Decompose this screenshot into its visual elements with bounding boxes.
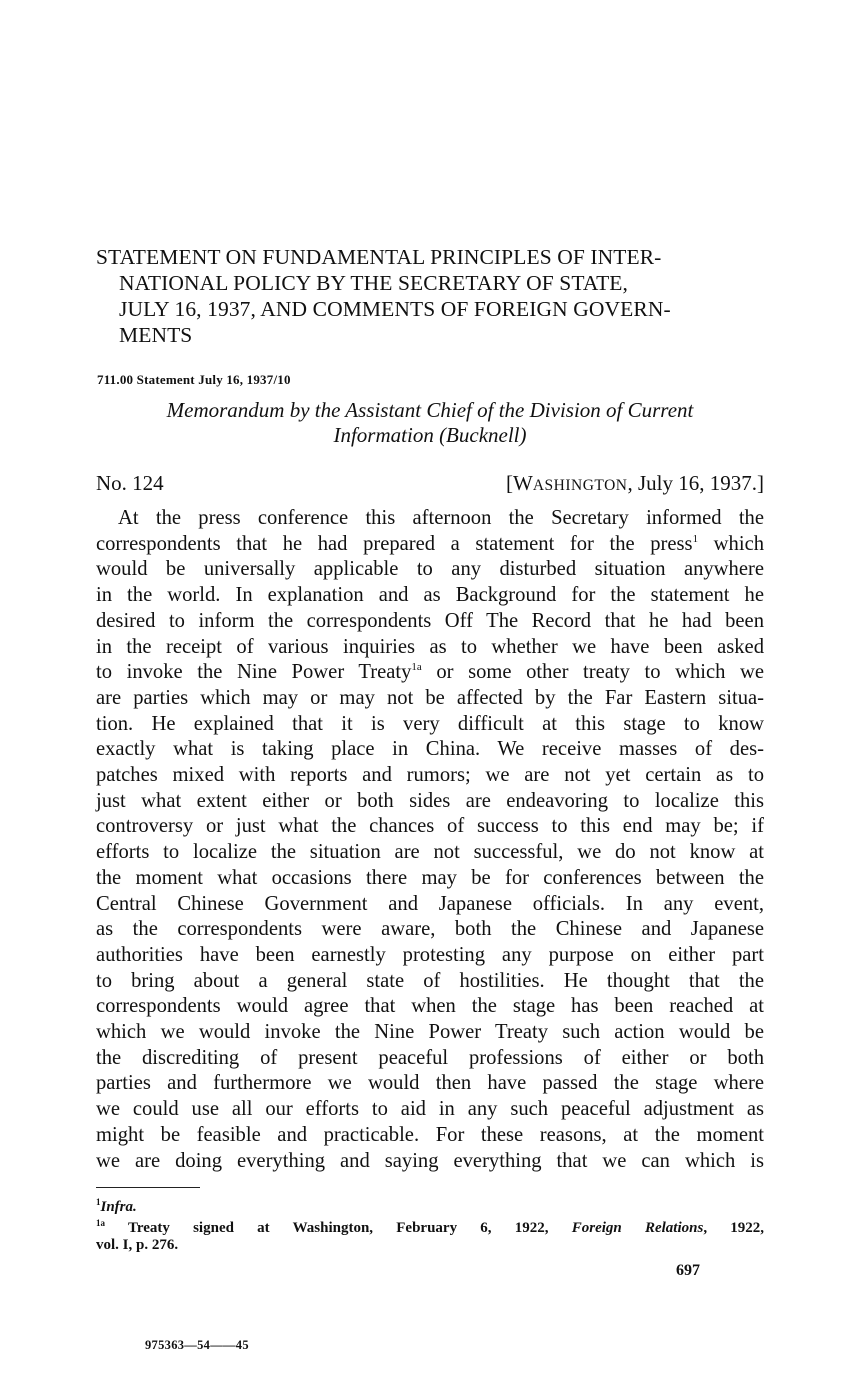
body-line: parties and furthermore we would then have passed the stage where bbox=[96, 1072, 764, 1095]
body-line: desired to inform the correspondents Off The Record that he had been bbox=[96, 609, 764, 632]
footnote-1a bbox=[96, 1220, 764, 1254]
body-line: we could use all our efforts to aid in any such peaceful adjustment as bbox=[96, 1098, 764, 1121]
footnote-divider bbox=[96, 1187, 200, 1188]
footnote-line bbox=[96, 1220, 764, 1237]
body-line-part: which bbox=[713, 532, 764, 555]
memo-heading bbox=[96, 398, 764, 448]
footnote-mark: 1a bbox=[96, 1218, 105, 1228]
body-line: are parties which may or may not be affected by the Far Eastern situa- bbox=[96, 686, 764, 709]
body-line: exactly what is taking place in China. We receive masses of des- bbox=[96, 738, 764, 761]
body-line: would be universally applicable to any disturbed situation anywhere bbox=[96, 558, 764, 581]
body-line: just what extent either or both sides are endeavoring to localize this bbox=[96, 789, 764, 812]
footnote-ref-1a[interactable]: 1a bbox=[411, 661, 422, 674]
body-line: the discrediting of present peaceful professions of either or both bbox=[96, 1046, 764, 1069]
place-small-caps: ASHINGTON bbox=[532, 477, 628, 494]
body-line bbox=[96, 532, 764, 558]
body-line: efforts to localize the situation are not successful, we do not know at bbox=[96, 841, 764, 864]
footnote-text: Infra. bbox=[100, 1199, 137, 1215]
body-line-part: or some other treaty to which we bbox=[436, 661, 764, 684]
document-number: No. 124 bbox=[96, 471, 164, 495]
body-line: Central Chinese Government and Japanese officials. In any event, bbox=[96, 892, 764, 915]
footnote-text: , 1922, bbox=[703, 1220, 765, 1236]
title-line: NATIONAL POLICY BY THE SECRETARY OF STATE, bbox=[119, 271, 629, 295]
body-line: which we would invoke the Nine Power Treaty such action would be bbox=[96, 1021, 764, 1044]
footnote-ref-1[interactable]: 1 bbox=[692, 532, 699, 545]
title-line: MENTS bbox=[119, 323, 193, 347]
document-title bbox=[96, 244, 766, 348]
body-line: to bring about a general state of hostilities. He thought that the bbox=[96, 969, 764, 992]
body-text bbox=[96, 506, 764, 1174]
memo-heading-line: Memorandum by the Assistant Chief of the Division of Current bbox=[166, 398, 694, 422]
footnote-italic-title: Foreign Relations bbox=[571, 1220, 704, 1236]
body-line: in the receipt of various inquiries as to whether we have been asked bbox=[96, 635, 764, 658]
body-line: in the world. In explanation and as Background for the statement he bbox=[96, 584, 764, 607]
body-line: patches mixed with reports and rumors; we are not yet certain as to bbox=[96, 764, 764, 787]
body-line: controversy or just what the chances of success to this end may be; if bbox=[96, 815, 764, 838]
title-line: STATEMENT ON FUNDAMENTAL PRINCIPLES OF INTER- bbox=[96, 245, 662, 269]
bracket-open: [ bbox=[506, 471, 514, 495]
footnote-line: vol. I, p. 276. bbox=[96, 1237, 179, 1253]
date-text: , July 16, 1937.] bbox=[627, 471, 764, 495]
body-line: the moment what occasions there may be for conferences between the bbox=[96, 866, 764, 889]
place-date bbox=[506, 470, 764, 499]
footnote-text: Treaty signed at Washington, February 6, 1922, bbox=[127, 1220, 549, 1236]
body-line: tion. He explained that it is very difficult at this stage to know bbox=[96, 712, 764, 735]
body-line: At the press conference this afternoon the Secretary informed the bbox=[118, 507, 764, 529]
body-line: authorities have been earnestly protesting any purpose on either part bbox=[96, 943, 764, 966]
body-line: might be feasible and practicable. For these reasons, at the moment bbox=[96, 1123, 764, 1146]
footnote-1 bbox=[96, 1199, 764, 1216]
body-line: we are doing everything and saying everything that we can which is bbox=[96, 1149, 764, 1172]
place-initial: W bbox=[513, 471, 533, 495]
body-line-part: correspondents that he had prepared a statement for the press bbox=[96, 532, 693, 555]
body-line bbox=[96, 660, 764, 686]
file-reference: 711.00 Statement July 16, 1937/10 bbox=[97, 372, 291, 387]
memo-heading-line: Information (Bucknell) bbox=[333, 423, 527, 447]
page-number: 697 bbox=[676, 1262, 700, 1279]
body-line: correspondents would agree that when the stage has been reached at bbox=[96, 995, 764, 1018]
body-line-part: to invoke the Nine Power Treaty bbox=[96, 661, 412, 684]
footnote-mark: 1 bbox=[96, 1197, 101, 1207]
print-code: 975363—54——45 bbox=[145, 1338, 249, 1352]
title-line: JULY 16, 1937, AND COMMENTS OF FOREIGN GOVERN- bbox=[119, 297, 671, 321]
body-line: as the correspondents were aware, both the Chinese and Japanese bbox=[96, 918, 764, 941]
